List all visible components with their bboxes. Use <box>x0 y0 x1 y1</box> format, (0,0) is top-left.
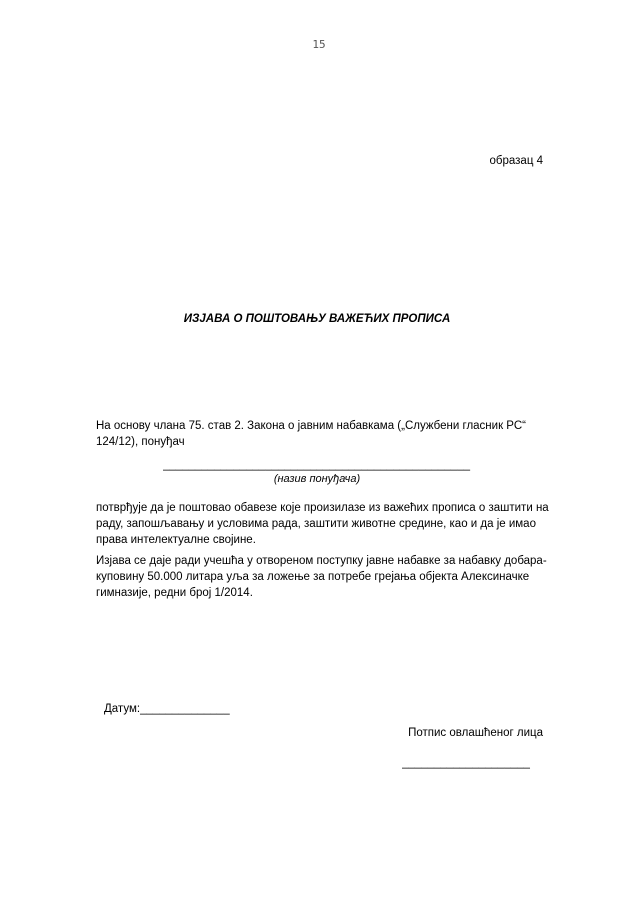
purpose-paragraph: Изјава се даје ради учешћа у отвореном поступку јавне набавке за набавку добара- куповину 50.000 литара уља за ложење за потребе грејања објекта Алексиначке гимназије, редни број 1/2014. <box>96 555 547 599</box>
date-line: ______________ <box>140 703 230 715</box>
intro-paragraph: На основу члана 75. став 2. Закона о јавним набавкама („Службени гласник РС“ 124/12), понуђач <box>96 420 526 448</box>
date-label: Датум: <box>104 703 141 715</box>
confirmation-paragraph: потврђује да је поштовао обавезе које произилазе из важећих прописа о заштити на раду, запошљавању и условима рада, заштити животне средине, као и да је имао права интелектуалне својине. <box>96 502 549 546</box>
page-number: 15 <box>312 38 326 51</box>
bidder-name-caption: (назив понуђача) <box>273 473 361 485</box>
signature-line: ____________________ <box>402 757 530 769</box>
form-label: образац 4 <box>489 155 543 167</box>
signature-label: Потпис овлашћеног лица <box>408 727 543 739</box>
date-field <box>104 703 230 715</box>
bidder-name-line: ________________________________________________ <box>163 459 470 471</box>
document-title: ИЗЈАВА О ПОШТОВАЊУ ВАЖЕЋИХ ПРОПИСА <box>183 313 451 325</box>
